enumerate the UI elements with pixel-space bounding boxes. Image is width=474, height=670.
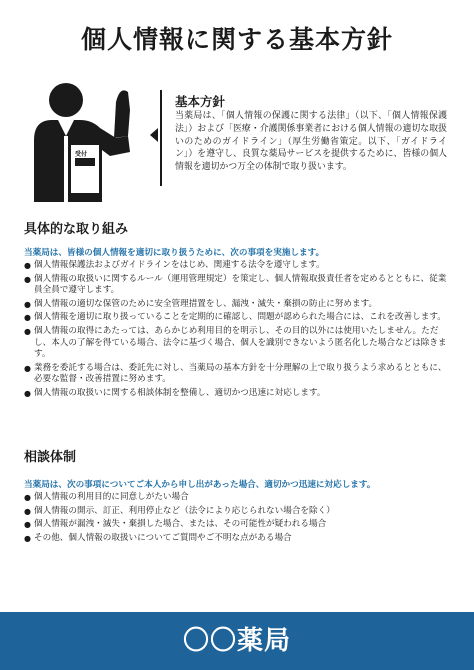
list-item: ● 個人情報の取扱いに関するルール（運用管理規定）を策定し、個人情報取扱責任者を定めるとともに、従業員全員で遵守します。 — [24, 274, 454, 297]
pharmacy-name-footer: 〇〇薬局 — [0, 612, 474, 670]
divider-line — [160, 90, 162, 186]
list-item: ● 個人情報の適切な保管のために安全管理措置をし、漏洩・滅失・棄損の防止に努めます。 — [24, 299, 454, 311]
list-item: ● 個人情報が漏洩・滅失・棄損した場合、または、その可能性が疑われる場合 — [24, 519, 454, 531]
badge-label: 受付 — [75, 151, 88, 158]
list-item: ● 個人情報を適切に取り扱っていることを定期的に確認し、問題が認められた場合には、これを改善します。 — [24, 312, 454, 324]
pharmacist-figure-icon — [30, 80, 142, 202]
list-item: ● 個人情報の取扱いに関する相談体制を整備し、適切かつ迅速に対応します。 — [24, 388, 454, 400]
measures-heading: 具体的な取り組み — [24, 222, 129, 237]
list-item: ● 個人情報の利用目的に同意しがたい場合 — [24, 492, 454, 504]
list-item: ● 個人情報の開示、訂正、利用停止など（法令により応じられない場合を除く） — [24, 506, 454, 518]
policy-text: 当薬局は、「個人情報の保護に関する法律」（以下、「個人情報保護法」）および「医療・介護関係事業者における個人情報の適切な取扱いのためのガイドライン」（厚生労働省策定。以下、「ガイドライン」）を遵守し、良質な薬局サービスを提供するために、皆様の個人情報を適切かつ万全の体制で取り扱います。 — [175, 111, 447, 173]
measures-list — [24, 260, 454, 402]
list-item: ● 個人情報保護法およびガイドラインをはじめ、関連する法令を遵守します。 — [24, 260, 454, 272]
measures-lead: 当薬局は、皆様の個人情報を適切に取り扱うために、次の事項を実施します。 — [24, 248, 325, 258]
policy-heading: 基本方針 — [175, 94, 226, 109]
page-title: 個人情報に関する基本方針 — [80, 25, 393, 54]
consult-heading: 相談体制 — [24, 450, 77, 465]
consult-lead: 当薬局は、次の事項についてご本人から申し出があった場合、適切かつ迅速に対応します。 — [24, 480, 376, 490]
speech-pointer — [150, 128, 158, 142]
list-item: ● 業務を委託する場合は、委託先に対し、当薬局の基本方針を十分理解の上で取り扱うよう求めるとともに、必要な監督・改善措置に努めます。 — [24, 363, 454, 386]
list-item: ● 個人情報の取得にあたっては、あらかじめ利用目的を明示し、その目的以外には使用いたしません。ただし、本人の了解を得ている場合、法令に基づく場合、個人を識別できないよう匿名化した場合などは除きます。 — [24, 326, 454, 361]
list-item: ● その他、個人情報の取扱いについてご質問やご不明な点がある場合 — [24, 533, 454, 545]
consult-list — [24, 492, 454, 546]
